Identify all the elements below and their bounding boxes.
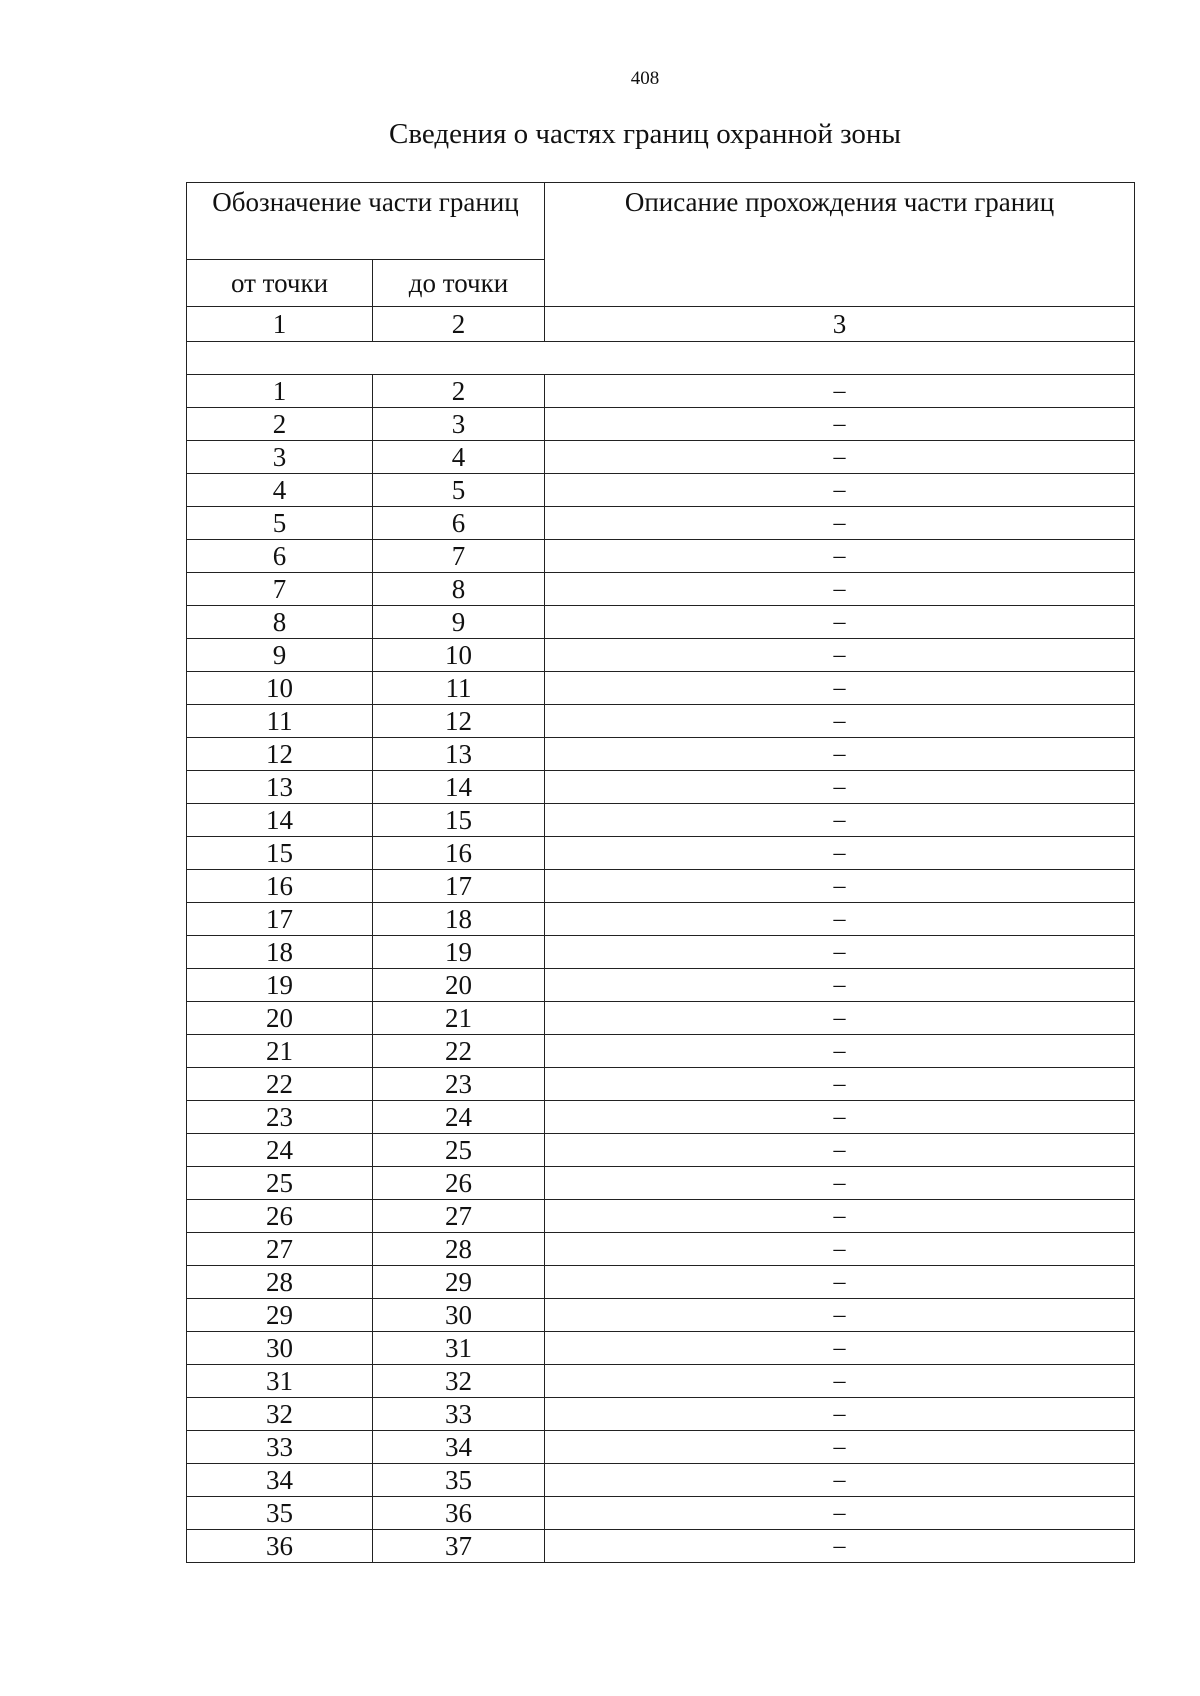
to-point-cell: 7: [373, 540, 545, 573]
from-point-cell: 7: [187, 573, 373, 606]
to-point-cell: 13: [373, 738, 545, 771]
from-point-cell: 18: [187, 936, 373, 969]
table-row: [187, 1464, 1135, 1497]
table-row: [187, 738, 1135, 771]
description-cell: –: [545, 1002, 1135, 1035]
from-point-cell: 19: [187, 969, 373, 1002]
description-cell: –: [545, 804, 1135, 837]
column-number: 3: [545, 307, 1135, 342]
from-point-cell: 6: [187, 540, 373, 573]
to-point-cell: 37: [373, 1530, 545, 1563]
from-point-cell: 15: [187, 837, 373, 870]
table-row: [187, 771, 1135, 804]
description-cell: –: [545, 870, 1135, 903]
table-row: [187, 375, 1135, 408]
description-cell: –: [545, 1431, 1135, 1464]
description-cell: –: [545, 540, 1135, 573]
from-point-cell: 8: [187, 606, 373, 639]
description-cell: –: [545, 1266, 1135, 1299]
section-label: [187, 342, 1135, 375]
from-point-cell: 12: [187, 738, 373, 771]
description-cell: –: [545, 738, 1135, 771]
to-point-cell: 9: [373, 606, 545, 639]
to-point-cell: 14: [373, 771, 545, 804]
description-cell: –: [545, 1167, 1135, 1200]
table-row: [187, 1332, 1135, 1365]
to-point-cell: 17: [373, 870, 545, 903]
to-point-cell: 25: [373, 1134, 545, 1167]
to-point-cell: 12: [373, 705, 545, 738]
description-cell: –: [545, 1365, 1135, 1398]
from-point-cell: 29: [187, 1299, 373, 1332]
table-row: [187, 1134, 1135, 1167]
to-point-cell: 3: [373, 408, 545, 441]
description-cell: –: [545, 1332, 1135, 1365]
to-point-cell: 34: [373, 1431, 545, 1464]
from-point-cell: 28: [187, 1266, 373, 1299]
from-point-cell: 13: [187, 771, 373, 804]
from-point-cell: 26: [187, 1200, 373, 1233]
table-row: [187, 507, 1135, 540]
description-cell: –: [545, 573, 1135, 606]
table-row: [187, 639, 1135, 672]
table-row: [187, 1233, 1135, 1266]
description-cell: –: [545, 1035, 1135, 1068]
to-point-cell: 22: [373, 1035, 545, 1068]
table-row: [187, 903, 1135, 936]
from-point-cell: 14: [187, 804, 373, 837]
from-point-cell: 10: [187, 672, 373, 705]
from-point-cell: 24: [187, 1134, 373, 1167]
to-point-cell: 20: [373, 969, 545, 1002]
from-point-cell: 16: [187, 870, 373, 903]
from-point-cell: 33: [187, 1431, 373, 1464]
table-row: [187, 441, 1135, 474]
header-to-point: до точки: [373, 260, 545, 307]
table-row: [187, 1299, 1135, 1332]
section-row: [187, 342, 1135, 375]
from-point-cell: 32: [187, 1398, 373, 1431]
to-point-cell: 5: [373, 474, 545, 507]
to-point-cell: 8: [373, 573, 545, 606]
table-row: [187, 474, 1135, 507]
to-point-cell: 30: [373, 1299, 545, 1332]
description-cell: –: [545, 1068, 1135, 1101]
description-cell: –: [545, 1497, 1135, 1530]
header-description: Описание прохождения части границ: [545, 183, 1135, 307]
from-point-cell: 27: [187, 1233, 373, 1266]
description-cell: –: [545, 903, 1135, 936]
table-row: [187, 969, 1135, 1002]
to-point-cell: 16: [373, 837, 545, 870]
description-cell: –: [545, 1134, 1135, 1167]
description-cell: –: [545, 969, 1135, 1002]
header-boundary-designation: Обозначение части границ: [187, 183, 545, 260]
from-point-cell: 34: [187, 1464, 373, 1497]
description-cell: –: [545, 936, 1135, 969]
table-row: [187, 540, 1135, 573]
table-row: [187, 1101, 1135, 1134]
table-row: [187, 1398, 1135, 1431]
from-point-cell: 4: [187, 474, 373, 507]
to-point-cell: 35: [373, 1464, 545, 1497]
description-cell: –: [545, 1398, 1135, 1431]
description-cell: –: [545, 1200, 1135, 1233]
page-title: Сведения о частях границ охранной зоны: [389, 118, 901, 150]
from-point-cell: 25: [187, 1167, 373, 1200]
description-cell: –: [545, 474, 1135, 507]
description-cell: –: [545, 672, 1135, 705]
table-row: [187, 936, 1135, 969]
from-point-cell: 2: [187, 408, 373, 441]
to-point-cell: 6: [373, 507, 545, 540]
from-point-cell: 23: [187, 1101, 373, 1134]
to-point-cell: 36: [373, 1497, 545, 1530]
description-cell: –: [545, 1299, 1135, 1332]
from-point-cell: 3: [187, 441, 373, 474]
table-row: [187, 1002, 1135, 1035]
to-point-cell: 19: [373, 936, 545, 969]
from-point-cell: 5: [187, 507, 373, 540]
to-point-cell: 31: [373, 1332, 545, 1365]
description-cell: –: [545, 639, 1135, 672]
page-number: 408: [630, 68, 660, 89]
table-row: [187, 672, 1135, 705]
column-number: 1: [187, 307, 373, 342]
description-cell: –: [545, 1530, 1135, 1563]
to-point-cell: 26: [373, 1167, 545, 1200]
description-cell: –: [545, 441, 1135, 474]
to-point-cell: 15: [373, 804, 545, 837]
table-row: [187, 804, 1135, 837]
table-row: [187, 606, 1135, 639]
to-point-cell: 32: [373, 1365, 545, 1398]
to-point-cell: 27: [373, 1200, 545, 1233]
from-point-cell: 30: [187, 1332, 373, 1365]
to-point-cell: 2: [373, 375, 545, 408]
table-row: [187, 1200, 1135, 1233]
table-row: [187, 1167, 1135, 1200]
table-row: [187, 1497, 1135, 1530]
to-point-cell: 10: [373, 639, 545, 672]
to-point-cell: 23: [373, 1068, 545, 1101]
from-point-cell: 21: [187, 1035, 373, 1068]
from-point-cell: 22: [187, 1068, 373, 1101]
description-cell: –: [545, 705, 1135, 738]
from-point-cell: 35: [187, 1497, 373, 1530]
header-from-point: от точки: [187, 260, 373, 307]
to-point-cell: 21: [373, 1002, 545, 1035]
table-row: [187, 1530, 1135, 1563]
column-number-row: [187, 307, 1135, 342]
table-row: [187, 1035, 1135, 1068]
from-point-cell: 20: [187, 1002, 373, 1035]
table-body: [187, 183, 1135, 1563]
description-cell: –: [545, 507, 1135, 540]
from-point-cell: 9: [187, 639, 373, 672]
table-row: [187, 1068, 1135, 1101]
to-point-cell: 33: [373, 1398, 545, 1431]
description-cell: –: [545, 1233, 1135, 1266]
description-cell: –: [545, 375, 1135, 408]
description-cell: –: [545, 837, 1135, 870]
to-point-cell: 24: [373, 1101, 545, 1134]
to-point-cell: 18: [373, 903, 545, 936]
header-row: [187, 183, 1135, 260]
description-cell: –: [545, 606, 1135, 639]
table-row: [187, 408, 1135, 441]
to-point-cell: 4: [373, 441, 545, 474]
description-cell: –: [545, 408, 1135, 441]
description-cell: –: [545, 771, 1135, 804]
boundary-parts-table: [186, 182, 1135, 1563]
from-point-cell: 11: [187, 705, 373, 738]
table-row: [187, 1266, 1135, 1299]
from-point-cell: 36: [187, 1530, 373, 1563]
from-point-cell: 31: [187, 1365, 373, 1398]
to-point-cell: 11: [373, 672, 545, 705]
table-row: [187, 870, 1135, 903]
column-number: 2: [373, 307, 545, 342]
table-row: [187, 1431, 1135, 1464]
table-row: [187, 573, 1135, 606]
table-row: [187, 837, 1135, 870]
from-point-cell: 17: [187, 903, 373, 936]
table-row: [187, 705, 1135, 738]
to-point-cell: 28: [373, 1233, 545, 1266]
from-point-cell: 1: [187, 375, 373, 408]
description-cell: –: [545, 1101, 1135, 1134]
description-cell: –: [545, 1464, 1135, 1497]
to-point-cell: 29: [373, 1266, 545, 1299]
table-row: [187, 1365, 1135, 1398]
